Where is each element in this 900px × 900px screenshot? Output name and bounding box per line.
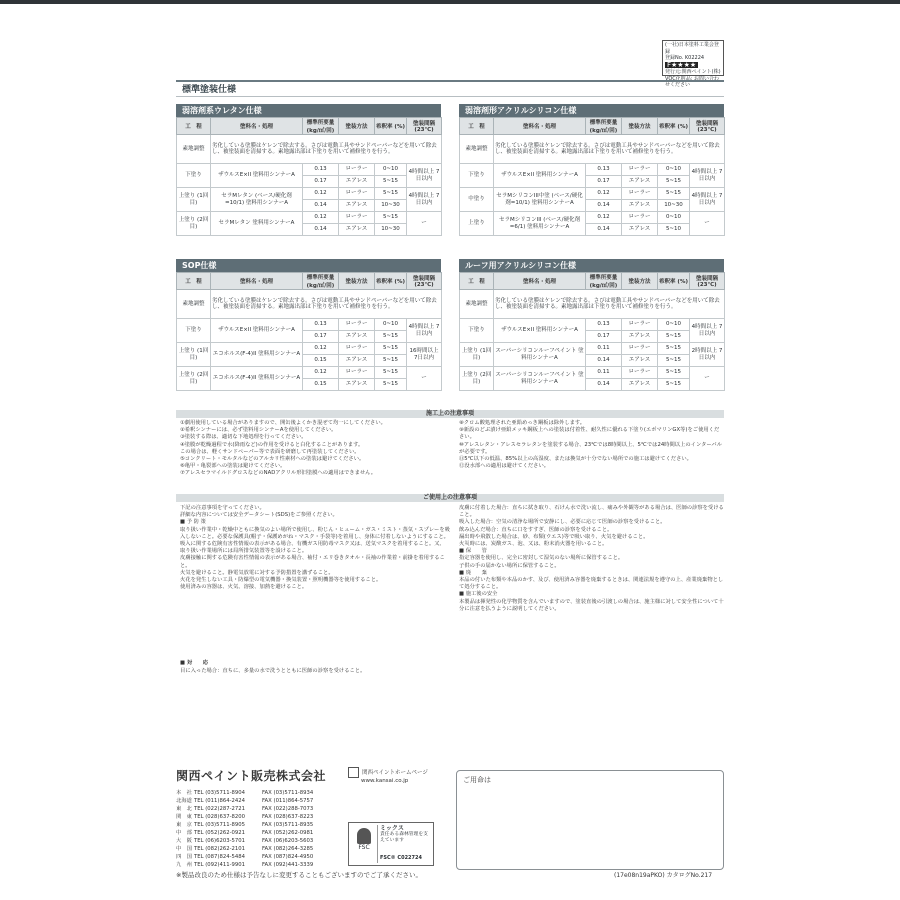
dilution-cell: 5~15 [375,355,407,367]
dilution-cell: 5~15 [375,212,407,224]
branch-row [176,797,332,805]
spec-panel-4 [459,259,724,391]
amount-cell: 0.15 [303,379,339,391]
table-row [460,135,725,164]
interval-cell: ー [690,212,725,236]
spec-panel-3 [176,259,441,391]
column-header: 希釈率 (%) [375,118,407,135]
paint-cell: セラMレタン 塗料用シンナーA [211,212,303,236]
step-cell: 上塗り (2回目) [177,212,211,236]
step-cell: 中塗り [460,188,494,212]
amount-cell: 0.12 [303,188,339,200]
interval-cell: 2時間以上 7日以内 [690,343,725,367]
paint-cell: セラMシリコンIII中塗 (ベース/硬化剤=10/1) 塗料用シンナーA [494,188,586,212]
column-header: 希釈率 (%) [375,273,407,290]
table-row [460,343,725,355]
safety-notes-title: ご使用上の注意事項 [176,494,724,502]
table-row [460,290,725,319]
homepage-info [348,767,428,785]
amount-cell: 0.17 [303,176,339,188]
method-cell: エアレス [622,224,658,236]
section-title: 標準塗装仕様 [182,85,237,95]
interval-cell: ー [407,367,442,391]
paint-cell: セラMシリコンIII (ベース/硬化剤=6/1) 塗料用シンナーA [494,212,586,236]
response-heading: ■ 対 応 [180,660,209,666]
amount-cell: 0.14 [303,200,339,212]
panel-title: 弱溶剤形アクリルシリコン仕様 [459,104,724,117]
table-row [177,367,442,379]
paint-cell: エコホルス(F-4)II 塗料用シンナーA [211,367,303,391]
column-header: 標準所要量 (kg/㎡/回) [303,118,339,135]
method-cell: ローラー [622,164,658,176]
panel-title: 弱溶剤系ウレタン仕様 [176,104,441,117]
branch-row [176,861,332,869]
branch-fax: FAX (092)441-3339 [262,862,314,868]
step-cell: 素地調整 [177,290,211,319]
method-cell: エアレス [339,355,375,367]
branch-name: 東 北 [176,806,192,812]
response-text: 目に入った場合：直ちに、多量の水で洗うとともに医師の診察を受けること。 [180,668,366,674]
column-header: 塗装間隔 (23℃) [407,273,442,290]
method-cell: ローラー [339,367,375,379]
amount-cell: 0.13 [586,319,622,331]
amount-cell: 0.14 [586,355,622,367]
amount-cell: 0.14 [303,224,339,236]
column-header: 塗料名・処理 [494,273,586,290]
prep-note: 劣化している塗膜はケレンで除去する。さびは電動工具やサンドペーパーなどを用いて除去し、被塗装面を清掃する。素地露出部は下塗りを用いて補修塗りを行う。 [494,135,725,164]
method-cell: ローラー [339,212,375,224]
step-cell: 下塗り [460,164,494,188]
prep-note: 劣化している塗膜はケレンで除去する。さびは電動工具やサンドペーパーなどを用いて除去し、被塗装面を清掃する。素地露出部は下塗りを用いて補修塗りを行う。 [211,290,442,319]
fsc-mix: ミックス [380,825,404,832]
branch-name: 北海道 [176,798,192,804]
paint-cell: セラMレタン (ベース/硬化剤=10/1) 塗料用シンナーA [211,188,303,212]
column-header: 塗料名・処理 [211,273,303,290]
method-cell: エアレス [339,200,375,212]
branch-tel: TEL (03)5711-8904 [194,790,245,796]
dilution-cell: 5~15 [658,379,690,391]
branch-fax: FAX (028)637-8223 [262,814,314,820]
branch-tel: TEL (052)262-0921 [194,830,245,836]
column-header: 希釈率 (%) [658,273,690,290]
column-header: 工 程 [460,273,494,290]
construction-notes-right: ⑧クロム酸処理された亜鉛めっき鋼板は除外します。 ⑨新設のどぶ漬け亜鉛メッキ鋼板上への塗装は付着性、耐久性に優れる下塗り(エポマリンGX等)をご使用ください。 ⑩アレスレタン・アレスセラレタンを塗装する場合、23℃では8時間以上、5℃では24時間以上のインターバルが必要です。 ⑪5℃以下の低温、85%以上の高湿度、または換気が十分でない場所での施工は避けてください。 ⑫没水部への適用は避けてください。 [459,420,722,470]
table-row [177,164,442,176]
method-cell: ローラー [622,319,658,331]
fsc-mark [348,822,434,866]
column-header: 工 程 [177,118,211,135]
amount-cell: 0.17 [303,331,339,343]
step-cell: 素地調整 [177,135,211,164]
step-cell: 素地調整 [460,135,494,164]
branch-name: 大 阪 [176,838,192,844]
amount-cell: 0.12 [303,212,339,224]
company-name: 関西ペイント販売株式会社 [176,769,327,783]
branch-row [176,829,332,837]
column-header: 標準所要量 (kg/㎡/回) [586,273,622,290]
branch-row [176,813,332,821]
amount-cell: 0.11 [586,367,622,379]
branch-name: 中 国 [176,846,192,852]
method-cell: ローラー [339,188,375,200]
top-border [0,0,900,4]
table-row [177,343,442,355]
step-cell: 上塗り (2回目) [177,367,211,391]
method-cell: エアレス [622,355,658,367]
interval-cell: ー [407,212,442,236]
branch-tel: TEL (082)262-2101 [194,846,245,852]
table-row [460,319,725,331]
step-cell: 素地調整 [460,290,494,319]
branch-tel: TEL (06)6203-5701 [194,838,245,844]
column-header: 塗料名・処理 [211,118,303,135]
column-header: 希釈率 (%) [658,118,690,135]
branch-tel: TEL (028)637-8200 [194,814,245,820]
column-header: 塗装間隔 (23℃) [407,118,442,135]
step-cell: 上塗り (1回目) [177,343,211,367]
method-cell: ローラー [339,164,375,176]
amount-cell: 0.13 [303,319,339,331]
fsc-tree-icon [351,825,378,863]
construction-notes-left: ①劇用使用している場合がありますので、開缶後よくかき混ぜて均一にしてください。 ②希釈シンナーには、必ず塗料用シンナーAを使用してください。 ③塗装する際は、適切な下地処理を行ってください。 ④塗膜が乾燥過程で水(降雨など)の作用を受けると白化することがあります。 この場合は、軽くサンドペーパー等で表面を研磨して再塗装してください。 ⑤コンクリート・モルタルなどのアルカリ性素材への塗装は避けてください。 ⑥亀甲・亀裂部への塗装は避けてください。 ⑦アレスセラマイルドグロスなどのNADアクリル形旧塗膜への適用はできません。 [180,420,386,477]
safety-notes-right: 皮膚に付着した場合：直ちに拭き取り、石けん水で洗い流し、痛みや外観等がある場合は、医師の診察を受けること。 吸入した場合：空気の清浄な場所で安静にし、必要に応じて医師の診察を受けること。 飲み込んだ場合：直ちに口をすすぎ、医師の診察を受けること。 漏出時や飛散した場合は、砂、布類(ウエス)等で吸い取り、火気を避けること。 火災時には、炭酸ガス、泡、又は、粉末消火器を用いること。 ■ 保 管 指定容器を使用し、完全に密封して湿気のない場所に保管すること。 子供の手の届かない場所に保管すること。 ■ 廃 棄 本品の付いた布類や本品のかす、及び、使用済み容器を廃棄するときは、関連法規を遵守の上、産業廃棄物として処分すること。 ■ 施工後の安全 本製品は揮発性の化学物質を含んでいますので、塗装直後の引渡しの場合は、施主様に対して安全性について十分に注意を払うように説明してください。 [459,505,724,612]
table-row [177,188,442,200]
dilution-cell: 5~15 [375,367,407,379]
interval-cell: 4時間以上 7日以内 [407,188,442,212]
step-cell: 上塗り (2回目) [460,367,494,391]
column-header: 塗装間隔 (23℃) [690,118,725,135]
prep-note: 劣化している塗膜はケレンで除去する。さびは電動工具やサンドペーパーなどを用いて除去し、被塗装面を清掃する。素地露出部は下塗りを用いて補修塗りを行う。 [494,290,725,319]
column-header: 塗料名・処理 [494,118,586,135]
branch-fax: FAX (052)262-0981 [262,830,314,836]
branch-row [176,805,332,813]
dilution-cell: 0~10 [658,212,690,224]
dilution-cell: 0~10 [658,319,690,331]
method-cell: エアレス [622,176,658,188]
method-cell: エアレス [339,331,375,343]
branch-tel: TEL (03)5711-8905 [194,822,245,828]
interval-cell: 4時間以上 7日以内 [407,319,442,343]
spec-table [176,117,442,236]
amount-cell: 0.12 [303,343,339,355]
formaldehyde-certification-label [662,40,724,88]
branch-fax: FAX (082)264-3285 [262,846,314,852]
branch-name: 四 国 [176,854,192,860]
paint-cell: ザウルスE×II 塗料用シンナーA [494,164,586,188]
method-cell: エアレス [339,224,375,236]
branch-row [176,853,332,861]
column-header: 工 程 [460,118,494,135]
dilution-cell: 5~15 [658,355,690,367]
column-header: 塗装間隔 (23℃) [690,273,725,290]
safety-notes-left: 下記の注意事項を守ってください。 詳細な内容については安全データシート(SDS)をご参照ください。 ■ 予 防 策 取り扱い作業中・乾燥中ともに換気のよい場所で使用し、粉じん・ヒューム・ガス・ミスト・蒸気・スプレーを吸入しないこと。必要な保護具(帽子・保護めがね・マスク・手袋等)を着用し、身体に付着しないようにすること。 吸入に関する危険有害性情報の表示がある場合、有機ガス用防毒マスク又は、送気マスクを着用すること。又、取り扱い作業場所には局所排気装置等を設けること。 皮膚接触に関する危険有害性情報の表示がある場合、袖付・エリ巻きタオル・長袖の作業着・前掛を着用すること。 火気を避けること。静電気放電に対する予防措置を講ずること。 火花を発生しない工具・防爆型の電気機器・換気装置・照明機器等を使用すること。 使用済みの容器は、火気、溶接、加熱を避けること。 [180,505,450,591]
dilution-cell: 0~10 [375,164,407,176]
amount-cell: 0.11 [586,343,622,355]
branch-row [176,837,332,845]
branch-tel: TEL (087)824-5484 [194,854,245,860]
spec-panel-1 [176,104,441,236]
spec-table [176,272,442,391]
amount-cell: 0.12 [586,212,622,224]
step-cell: 上塗り [460,212,494,236]
branch-row [176,789,332,797]
branch-name: 本 社 [176,790,192,796]
branch-name: 中 部 [176,830,192,836]
footer-note: ※製品改良のため仕様は予告なしに変更することもございますのでご了承ください。 [176,871,422,879]
branch-fax: FAX (03)5711-8934 [262,790,314,796]
dilution-cell: 5~15 [658,331,690,343]
dilution-cell: 5~15 [375,379,407,391]
branch-fax: FAX (087)824-4950 [262,854,314,860]
step-cell: 下塗り [177,319,211,343]
section-header [176,80,724,97]
paint-cell: スーパーシリコンルーフペイント 塗料用シンナーA [494,367,586,391]
step-cell: 下塗り [177,164,211,188]
table-row [460,212,725,224]
branch-name: 九 州 [176,862,192,868]
dilution-cell: 0~10 [375,319,407,331]
amount-cell: 0.13 [303,164,339,176]
method-cell: エアレス [622,200,658,212]
branch-list [176,789,332,869]
homepage-label: 関西ペイントホームページ [362,770,428,776]
column-header: 塗装方法 [339,118,375,135]
amount-cell: 0.14 [586,200,622,212]
branch-fax: FAX (03)5711-8935 [262,822,314,828]
step-cell: 上塗り (1回目) [460,343,494,367]
method-cell: エアレス [622,331,658,343]
cert-line-3: 発行元:関西ペイント(株) [665,69,721,75]
dilution-cell: 5~15 [375,188,407,200]
interval-cell: 16時間以上 7日以内 [407,343,442,367]
interval-cell: 4時間以上 7日以内 [690,188,725,212]
branch-fax: FAX (011)864-5757 [262,798,314,804]
branch-name: 関 東 [176,814,192,820]
prep-note: 劣化している塗膜はケレンで除去する。さびは電動工具やサンドペーパーなどを用いて除去し、被塗装面を清掃する。素地露出部は下塗りを用いて補修塗りを行う。 [211,135,442,164]
amount-cell: 0.17 [586,331,622,343]
column-header: 塗装方法 [339,273,375,290]
amount-cell: 0.15 [303,355,339,367]
cert-line-4: VOC化粧品: お問い合わせください [665,75,720,88]
cert-line-1: (一社)日本塗料工業会登録 [665,42,719,55]
dilution-cell: 10~30 [375,200,407,212]
step-cell: 下塗り [460,319,494,343]
fsc-text: 責任ある森林管理を支えています [380,832,428,843]
construction-notes-title: 施工上の注意事項 [176,410,724,418]
amount-cell: 0.17 [586,176,622,188]
branch-row [176,845,332,853]
table-row [177,212,442,224]
column-header: 標準所要量 (kg/㎡/回) [303,273,339,290]
dilution-cell: 5~15 [658,343,690,355]
spec-table [459,117,725,236]
method-cell: エアレス [622,379,658,391]
branch-name: 東 京 [176,822,192,828]
interval-cell: 4時間以上 7日以内 [690,319,725,343]
column-header: 標準所要量 (kg/㎡/回) [586,118,622,135]
step-cell: 上塗り (1回目) [177,188,211,212]
method-cell: エアレス [339,379,375,391]
branch-tel: TEL (011)864-2424 [194,798,245,804]
table-row [460,367,725,379]
cert-stars: F★★★★ [667,60,697,69]
dilution-cell: 10~30 [658,200,690,212]
interval-cell: ー [690,367,725,391]
fsc-code: FSC® C022724 [380,855,422,861]
method-cell: ローラー [622,343,658,355]
amount-cell: 0.13 [586,164,622,176]
dilution-cell: 5~15 [375,176,407,188]
dilution-cell: 5~15 [658,188,690,200]
column-header: 工 程 [177,273,211,290]
method-cell: ローラー [622,367,658,379]
method-cell: ローラー [622,188,658,200]
amount-cell: 0.14 [586,379,622,391]
spec-table [459,272,725,391]
dilution-cell: 5~15 [375,343,407,355]
dilution-cell: 10~30 [375,224,407,236]
table-row [177,290,442,319]
amount-cell: 0.14 [586,224,622,236]
dilution-cell: 5~15 [658,367,690,379]
branch-fax: FAX (022)288-7073 [262,806,314,812]
spec-panel-2 [459,104,724,236]
branch-fax: FAX (06)6203-5603 [262,838,314,844]
amount-cell: 0.12 [586,188,622,200]
memo-label: ご用命は [463,776,491,784]
memo-box [456,770,724,870]
method-cell: ローラー [339,343,375,355]
amount-cell: 0.12 [303,367,339,379]
dilution-cell: 0~10 [658,164,690,176]
column-header: 塗装方法 [622,118,658,135]
homepage-icon [348,767,359,778]
branch-tel: TEL (022)287-2721 [194,806,245,812]
interval-cell: 4時間以上 7日以内 [407,164,442,188]
paint-cell: ザウルスE×II 塗料用シンナーA [211,319,303,343]
dilution-cell: 5~10 [658,224,690,236]
paint-cell: エコホルス(F-4)II 塗料用シンナーA [211,343,303,367]
table-row [460,164,725,176]
paint-cell: ザウルスE×II 塗料用シンナーA [211,164,303,188]
paint-cell: ザウルスE×II 塗料用シンナーA [494,319,586,343]
method-cell: エアレス [339,176,375,188]
interval-cell: 4時間以上 7日以内 [690,164,725,188]
table-row [177,135,442,164]
branch-tel: TEL (092)411-9901 [194,862,245,868]
fsc-brand: FSC [358,844,370,851]
table-row [177,319,442,331]
dilution-cell: 5~15 [375,331,407,343]
paint-cell: スーパーシリコンルーフペイント 塗料用シンナーA [494,343,586,367]
method-cell: ローラー [339,319,375,331]
dilution-cell: 5~15 [658,176,690,188]
panel-title: ルーフ用アクリルシリコン仕様 [459,259,724,272]
branch-row [176,821,332,829]
cert-line-2: 登録No. K02224 [665,55,705,61]
column-header: 塗装方法 [622,273,658,290]
homepage-url[interactable]: www.kansai.co.jp [361,778,409,784]
table-row [460,188,725,200]
catalog-number: (17e08n19aPKO) カタログNo.217 [614,872,713,879]
panel-title: SOP仕様 [176,259,441,272]
method-cell: ローラー [622,212,658,224]
